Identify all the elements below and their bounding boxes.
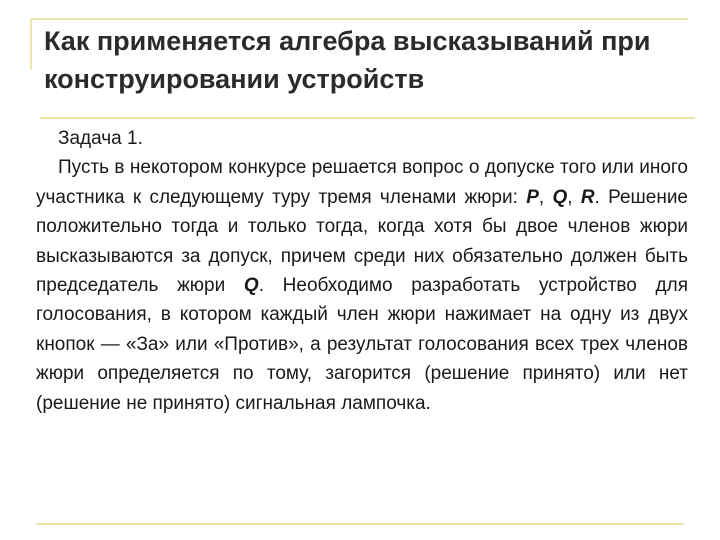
- decorative-top-line: [30, 18, 688, 20]
- separator: ,: [567, 186, 581, 208]
- task-text-part-3: . Необходимо разработать устройство для голосования, в котором каждый член жюри нажимает на одну из двух кнопок — «За» или «Против», а результат голосования всех трех членов жюри определяется по тому, загорится (решение принято) или нет (решение не принято) сигнальная лампочка.: [36, 275, 688, 414]
- slide-content: [36, 124, 688, 418]
- jury-member-p: P: [526, 186, 539, 208]
- jury-chair: Q: [243, 275, 259, 297]
- task-text-part-1: Пусть в некотором конкурсе решается вопрос о допуске того или иного участника к следующему туру тремя членами жюри:: [36, 157, 688, 208]
- slide-title: Как применяется алгебра высказываний при конструировании устройств: [44, 26, 651, 94]
- decorative-left-line: [30, 18, 32, 70]
- task-heading: Задача 1.: [58, 128, 143, 149]
- bottom-rule: [36, 523, 684, 525]
- task-text-part-2: . Решение положительно тогда и только тогда, когда хотя бы двое членов жюри высказываются за допуск, причем среди них обязательно должен быть председатель жюри: [36, 186, 689, 297]
- separator: ,: [538, 186, 553, 208]
- task-body: [36, 153, 688, 418]
- jury-member-r: R: [580, 186, 595, 208]
- title-underline: [40, 117, 695, 119]
- jury-member-q: Q: [552, 186, 568, 208]
